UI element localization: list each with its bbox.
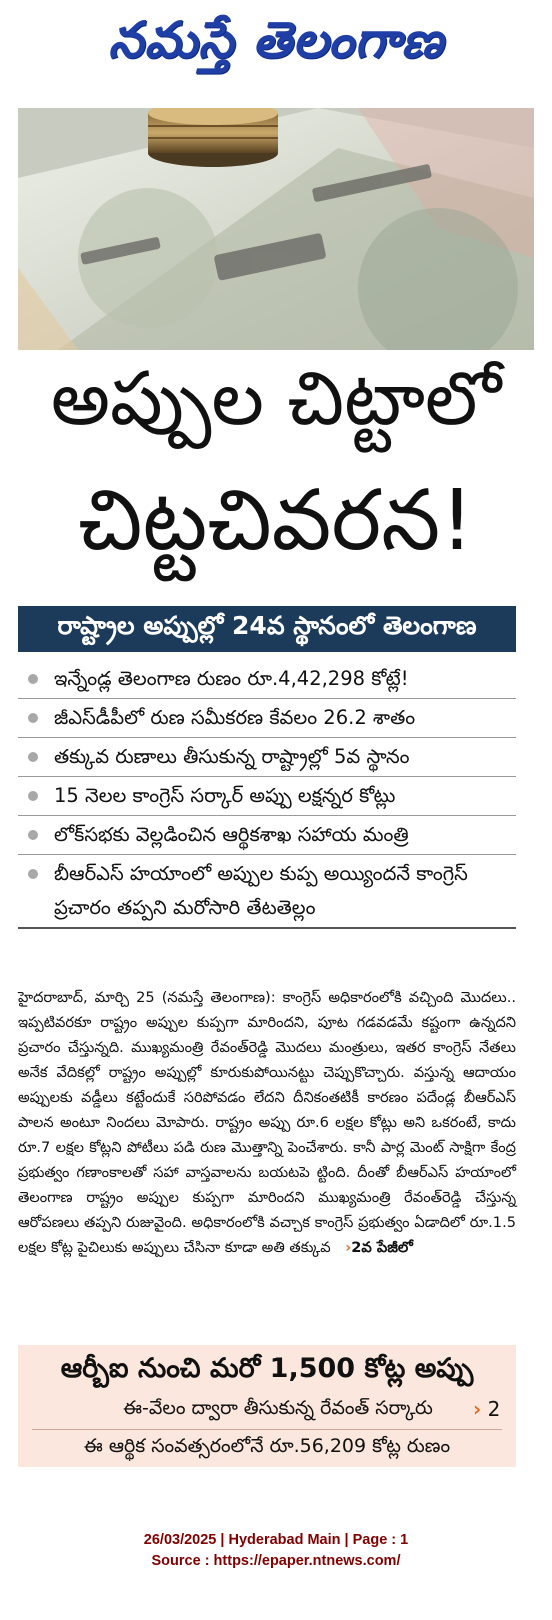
promo-page-ref[interactable] xyxy=(473,1397,500,1421)
list-item: 15 నెలల కాంగ్రెస్ సర్కార్ అప్పు లక్షన్నర కోట్లు xyxy=(18,777,516,816)
list-item: లోక్‌సభకు వెల్లడించిన ఆర్థికశాఖ సహాయ మంత్రి xyxy=(18,816,516,855)
bullet-dot-icon xyxy=(28,713,38,723)
chevron-right-icon: › xyxy=(345,1239,352,1256)
promo-line-3: ఈ ఆర్థిక సంవత్సరంలోనే రూ.56,209 కోట్ల రుణం xyxy=(83,1435,451,1457)
bullet-dot-icon xyxy=(28,752,38,762)
bullet-dot-icon xyxy=(28,674,38,684)
continued-label: 2వ పేజీలో xyxy=(351,1239,413,1256)
bullet-dot-icon xyxy=(28,830,38,840)
masthead xyxy=(0,0,552,92)
currency-illustration xyxy=(18,108,534,350)
coin-stack xyxy=(148,108,278,167)
promo-title: ఆర్బీఐ నుంచి మరో 1,500 కోట్ల అప్పు xyxy=(60,1353,474,1384)
continued-link[interactable] xyxy=(345,1239,413,1256)
list-item: ఇన్నేండ్ల తెలంగాణ రుణం రూ.4,42,298 కోట్లే! xyxy=(18,660,516,699)
list-item: తక్కువ రుణాలు తీసుకున్న రాష్ట్రాల్లో 5వ స్థానం xyxy=(18,738,516,777)
chevron-right-icon: › xyxy=(473,1397,482,1421)
lead-photo-currency-coins xyxy=(18,108,534,350)
bullet-dot-icon xyxy=(28,869,38,879)
article-body-text: హైదరాబాద్, మార్చి 25 (నమస్తే తెలంగాణ): కాంగ్రెస్ అధికారంలోకి వచ్చింది మొదలు.. ఇప్పటివరకూ రాష్ట్రం అప్పుల కుప్పగా మారిందని, పూట గడవడమే కష్టంగా ఉన్నదని ప్రచారం చేస్తున్నది. ముఖ్యమంత్రి రేవంత్‌రెడ్డి మొదలు మంత్రులు, ఇతర కాంగ్రెస్ నేతలు అనేక వేదికల్లో రాష్ట్రం అప్పుల్లో కూరుకుపోయినట్టు చెప్పుకొచ్చారు. వస్తున్న ఆదాయం అప్పులకు వడ్డీలు కట్టేందుకే సరిపోవడం లేదని దీనికంతటికీ కారణం పదేండ్ల బీఆర్‌ఎస్ పాలన అంటూ నిందలు మోపారు. రాష్ట్రం అప్పు రూ.6 లక్షల కోట్లు అని ఒకరంటే, కాదు రూ.7 లక్షల కోట్లని పోటీలు పడి రుణ మొత్తాన్ని పెంచేశారు. కానీ పార్ల మెంట్ సాక్షిగా కేంద్ర ప్రభుత్వం గణాంకాలతో సహా వాస్తవాలను బయటపె ట్టింది. దీంతో బీఆర్‌ఎస్ హయాంలో తెలంగాణ రాష్ట్రం అప్పుల కుప్పగా మారిందని ముఖ్యమంత్రి రేవంత్‌రెడ్డి చేస్తున్న ఆరోపణలు తప్పని రుజువైంది. అధికారంలోకి వచ్చాక కాంగ్రెస్ ప్రభుత్వం ఏడాదిలో రూ.1.5 లక్షల కోట్ల పైచిలుకు అప్పులు చేసినా కూడా అతి తక్కువ xyxy=(18,989,516,1256)
promo-box xyxy=(18,1345,516,1467)
footer-source: Source : https://epaper.ntnews.com/ xyxy=(151,1553,401,1569)
subheading-text: రాష్ట్రాల అప్పుల్లో 24వ స్థానంలో తెలంగాణ xyxy=(57,611,477,640)
promo-page-number: 2 xyxy=(487,1397,501,1421)
highlights-list xyxy=(18,660,516,929)
promo-subtitle: ఈ-వేలం ద్వారా తీసుకున్న రేవంత్ సర్కారు xyxy=(123,1397,433,1419)
footer-edition-info: 26/03/2025 | Hyderabad Main | Page : 1 xyxy=(143,1532,409,1548)
masthead-title: నమస్తే తెలంగాణ xyxy=(108,10,444,69)
headline-line-2: చిట్టచివరన! xyxy=(78,471,474,569)
list-item: బీఆర్‌ఎస్ హయాంలో అప్పుల కుప్ప అయ్యిందనే కాంగ్రెస్ ప్రచారం తప్పని మరోసారి తేటతెల్లం xyxy=(18,855,516,929)
subheading-bar xyxy=(18,606,516,652)
headline-line-1: అప్పుల చిట్టాలో xyxy=(50,356,502,442)
article-body xyxy=(18,985,516,1260)
promo-divider xyxy=(32,1429,502,1430)
list-item: జీఎస్‌డీపీలో రుణ సమీకరణ కేవలం 26.2 శాతం xyxy=(18,699,516,738)
bullet-dot-icon xyxy=(28,791,38,801)
